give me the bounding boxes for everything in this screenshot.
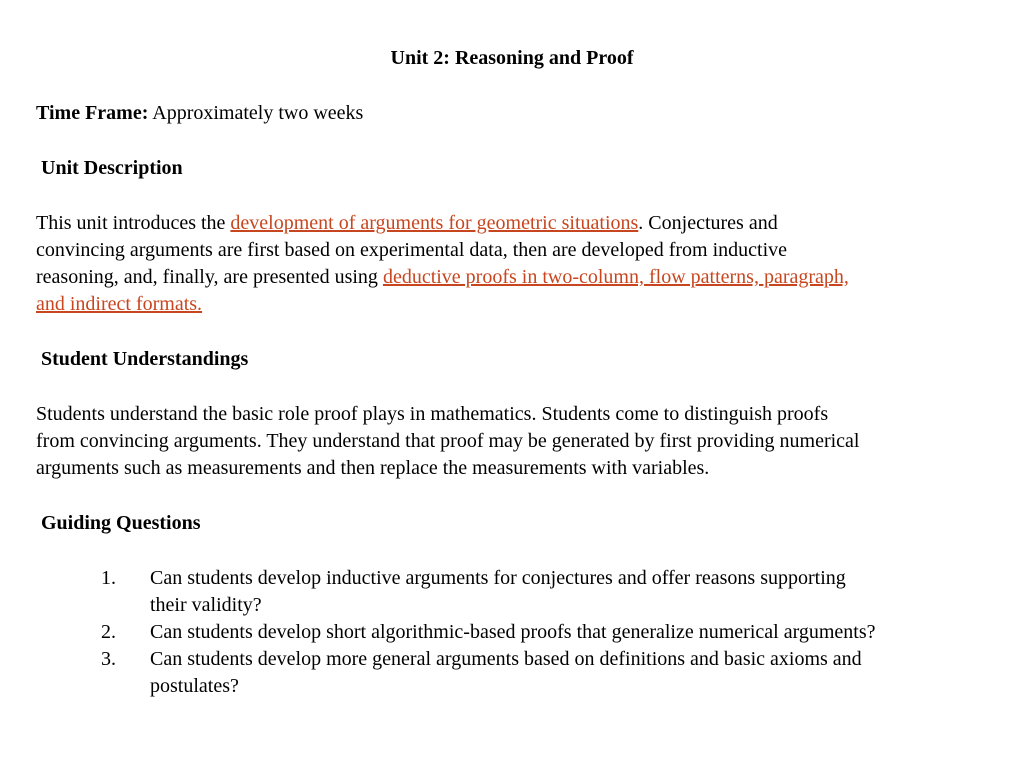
unit-description-line-2: convincing arguments are first based on experimental data, then are developed from inductive <box>36 239 788 261</box>
list-item-text-continued: postulates? <box>150 675 239 697</box>
student-understandings-line-3: arguments such as measurements and then replace the measurements with variables. <box>36 457 710 479</box>
text-fragment: . Conjectures and <box>638 212 778 234</box>
list-item-text-continued: their validity? <box>150 594 262 616</box>
unit-description-paragraph <box>36 210 996 318</box>
list-item-text: Can students develop inductive arguments for conjectures and offer reasons supporting <box>150 567 846 589</box>
text-fragment: This unit introduces the <box>36 212 231 234</box>
student-understandings-line-1: Students understand the basic role proof plays in mathematics. Students come to distinguish proofs <box>36 403 829 425</box>
list-item-text: Can students develop short algorithmic-based proofs that generalize numerical arguments? <box>150 621 876 643</box>
time-frame-label: Time Frame: <box>36 102 149 124</box>
deductive-proofs-link-continued[interactable]: and indirect formats. <box>36 293 203 315</box>
time-frame-value: Approximately two weeks <box>148 102 364 124</box>
list-item-number: 3. <box>101 648 116 670</box>
student-understandings-heading: Student Understandings <box>41 348 249 370</box>
guiding-questions-heading: Guiding Questions <box>41 512 201 534</box>
list-item-number: 2. <box>101 621 116 643</box>
unit-description-line-4 <box>36 291 996 318</box>
student-understandings-line-2: from convincing arguments. They understand that proof may be generated by first providing numerical <box>36 430 860 452</box>
guiding-questions-list <box>0 565 1024 700</box>
list-item-number: 1. <box>101 567 116 589</box>
unit-description-line-3 <box>36 264 996 291</box>
unit-description-heading: Unit Description <box>41 157 183 179</box>
list-item <box>0 619 1010 646</box>
list-item-text: Can students develop more general arguments based on definitions and basic axioms and <box>150 648 862 670</box>
deductive-proofs-link[interactable]: deductive proofs in two-column, flow patterns, paragraph, <box>382 266 849 288</box>
list-item <box>0 646 1010 700</box>
list-item <box>0 565 1010 619</box>
page-title: Unit 2: Reasoning and Proof <box>390 47 634 69</box>
text-fragment: reasoning, and, finally, are presented using <box>36 266 383 288</box>
unit-description-line-1 <box>36 210 996 237</box>
student-understandings-paragraph <box>36 401 996 482</box>
geometric-arguments-link[interactable]: development of arguments for geometric situations <box>230 212 639 234</box>
time-frame <box>36 100 363 127</box>
